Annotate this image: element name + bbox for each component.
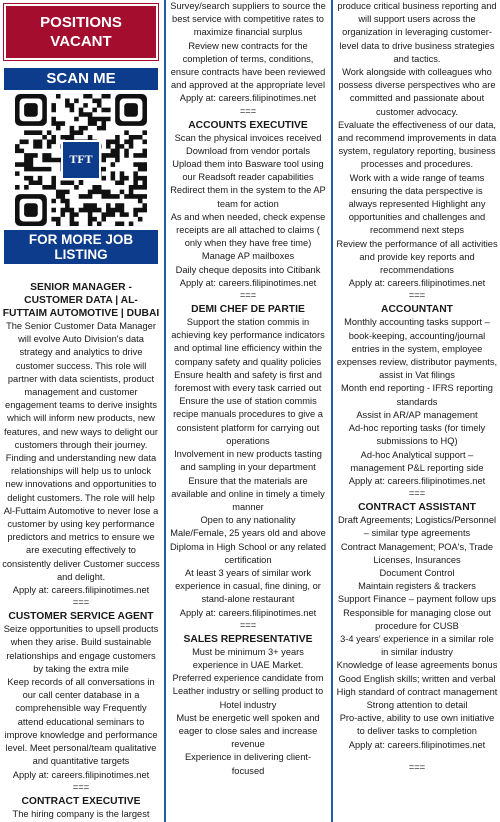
separator: === (408, 488, 426, 499)
job-lines (169, 132, 327, 277)
job-line: Experience in delivering client-focused (184, 752, 312, 776)
job-line: Redirect them in the system to the AP team for action (170, 185, 326, 209)
job-line: Must be minimum 3+ years experience in UAE Market. (192, 646, 304, 670)
apply-link[interactable]: Apply at: careers.filipinotimes.net (348, 739, 486, 750)
job-line: Download from vendor portals (185, 145, 311, 156)
job-line: Work with a wide range of teams ensuring the data perspective is always represented Highlight any opportunities and challenges and recommend next steps (348, 172, 486, 236)
job-line: Assist in AR/AP management (356, 409, 478, 420)
job-line: Scan the physical invoices received (174, 132, 322, 143)
job-line: Support the station commis in achieving key performance indicators and optimal line efficiency within the company safety and quality policies (171, 317, 325, 367)
column-rule-left (164, 0, 166, 822)
job-title-sales-representative: SALES REPRESENTATIVE (183, 633, 313, 645)
apply-link[interactable]: Apply at: careers.filipinotimes.net (348, 278, 486, 289)
job-title-senior-manager: SENIOR MANAGER - CUSTOMER DATA | AL-FUTTAIM AUTOMOTIVE | DUBAI (2, 282, 160, 319)
job-title-customer-service: CUSTOMER SERVICE AGENT (8, 611, 154, 623)
column-1 (2, 0, 160, 821)
separator: === (239, 290, 257, 301)
job-description: Keep records of all conversations in our call center database in a comprehensible way Frequently attend educational seminars to improve knowledge and performance level. Meet personal/team qualitative and quantitative targets (4, 677, 158, 767)
job-line: At least 3 years of similar work experience in casual, fine dining, or stand-alone restaurant (175, 567, 321, 605)
job-title-accounts-executive: ACCOUNTS EXECUTIVE (188, 119, 308, 131)
apply-link[interactable]: Apply at: careers.filipinotimes.net (12, 585, 150, 596)
job-line: Document Control (379, 567, 455, 578)
qr-finder-pattern (15, 194, 47, 226)
separator: === (408, 761, 426, 772)
job-line: Survey/search suppliers to source the best service with competitive rates to maximize financial surplus (170, 1, 326, 38)
intro-lines (336, 0, 498, 277)
qr-logo: TFT (61, 140, 101, 180)
job-line: Knowledge of lease agreements bonus (336, 660, 498, 671)
job-line: Strong attention to detail (366, 699, 468, 710)
job-line: Ensure health and safety is first and foremost with every task carried out (174, 369, 322, 394)
separator: === (72, 597, 90, 608)
apply-link[interactable]: Apply at: careers.filipinotimes.net (12, 769, 150, 780)
job-line: Draft Agreements; Logistics/Personnel – similar type agreements (337, 515, 497, 539)
job-lines (169, 316, 327, 606)
apply-link[interactable]: Apply at: careers.filipinotimes.net (179, 607, 317, 618)
apply-link[interactable]: Apply at: careers.filipinotimes.net (179, 93, 317, 104)
job-lines (336, 316, 498, 474)
job-line: Upload them into Basware tool using our Readsoft reader capabilities (172, 159, 324, 183)
job-line: Support Finance – payment follow ups (337, 594, 497, 605)
job-title-accountant: ACCOUNTANT (381, 304, 453, 316)
separator: === (239, 619, 257, 630)
job-line: Manage AP mailboxes (201, 251, 295, 262)
job-line: Maintain registers & trackers (358, 581, 476, 592)
job-title-contract-assistant: CONTRACT ASSISTANT (358, 502, 476, 514)
job-line: Daily cheque deposits into Citibank (175, 264, 321, 275)
job-line: Review new contracts for the completion of terms, conditions, ensure contracts have been reviewed and approved at the appropriate level (170, 40, 326, 91)
separator: === (72, 781, 90, 792)
job-line: Evaluate the effectiveness of our data, and recommend improvements in data system, regulatory reporting, business processes and procedures. (337, 119, 497, 170)
job-line: Involvement in new products tasting and sampling in your department (174, 449, 322, 473)
job-title-contract-executive: CONTRACT EXECUTIVE (21, 795, 141, 807)
job-line: Ensure the use of station commis recipe manuals procedures to give a consistent platform for carrying out operations (173, 396, 323, 446)
job-line: As and when needed, check expense receipts are all attached to claims ( only when they have free time) (170, 211, 326, 249)
job-line: High standard of contract management (336, 686, 498, 697)
apply-link[interactable]: Apply at: careers.filipinotimes.net (179, 277, 317, 288)
intro-lines (169, 0, 327, 92)
separator: === (408, 290, 426, 301)
scan-me-banner: SCAN ME (4, 68, 158, 90)
qr-code[interactable] (15, 94, 147, 226)
job-line: Diploma in High School or any related certification (169, 541, 327, 565)
separator: === (239, 105, 257, 116)
job-line: Good English skills; written and verbal (338, 673, 496, 684)
job-line: Male/Female, 25 years old and above (170, 528, 326, 539)
job-line: Responsible for managing close out procedure for CUSB (343, 607, 491, 631)
job-line: Review the performance of all activities and provide key reports and recommendations (336, 238, 498, 276)
qr-finder-pattern (115, 94, 147, 126)
job-line: Must be energetic well spoken and eager to close sales and increase revenue (176, 712, 320, 750)
job-lines (169, 646, 327, 778)
job-line: Ad-hoc Analytical support – management P&L reporting side (350, 449, 484, 473)
job-line: Ensure that the materials are available and online in timely a timely manner (171, 475, 325, 512)
apply-link[interactable]: Apply at: careers.filipinotimes.net (348, 475, 486, 486)
column-2 (169, 0, 327, 778)
job-line: produce critical business reporting and will support users across the organization in leveraging customer-level data to drive business strategies and tactics. (337, 1, 497, 64)
job-line: Month end reporting - IFRS reporting standards (341, 383, 493, 407)
job-line: Preferred experience candidate from Leather industry or selling product to Hotel industry (172, 673, 324, 710)
more-job-listing-banner: FOR MORE JOB LISTING (4, 230, 158, 264)
job-line: Open to any nationality (200, 515, 296, 526)
job-line: Work alongside with colleagues who possess diverse perspectives who are committed and passionate about customer advocacy. (338, 67, 496, 117)
column-rule-right (331, 0, 333, 822)
job-line: 3-4 years' experience in a similar role in similar industry (340, 633, 494, 658)
job-line: Pro-active, ability to use own initiative to deliver tasks to completion (339, 713, 495, 737)
job-lines (336, 514, 498, 738)
column-3 (336, 0, 498, 772)
job-line: Contract Management; POA's, Trade Licenses, Insurances (340, 541, 494, 565)
positions-vacant-header: POSITIONS VACANT (4, 4, 158, 60)
job-line: Ad-hoc reporting tasks (for timely submissions to HQ) (348, 423, 486, 447)
job-description: Seize opportunities to upsell products when they arise. Build sustainable relationships and engage customers by taking the extra mile (3, 624, 159, 674)
job-title-demi-chef: DEMI CHEF DE PARTIE (191, 304, 305, 316)
job-line: Monthly accounting tasks support – book-keeping, accounting/journal entries in the system, employee expenses review, distributor payments, assist in Vat filings (336, 317, 498, 381)
qr-finder-pattern (15, 94, 47, 126)
job-description: The Senior Customer Data Manager will evolve Auto Division's data strategy and analytics to drive customer success. This role will partner with data scientists, product management and customer engagement teams to derive insights which will inform new products, new features, and new ways to delight our customers through their journey. Finding and understanding new data relationships will help us to unlock new innovations and opportunities to delight customers. The role will help Al-Futtaim Automotive to never lose a customer by using key performance predictors and metrics to ensure we are executing effectively to consistently deliver Customer success and delight. (2, 321, 160, 582)
job-description: The hiring company is the largest (12, 808, 150, 819)
